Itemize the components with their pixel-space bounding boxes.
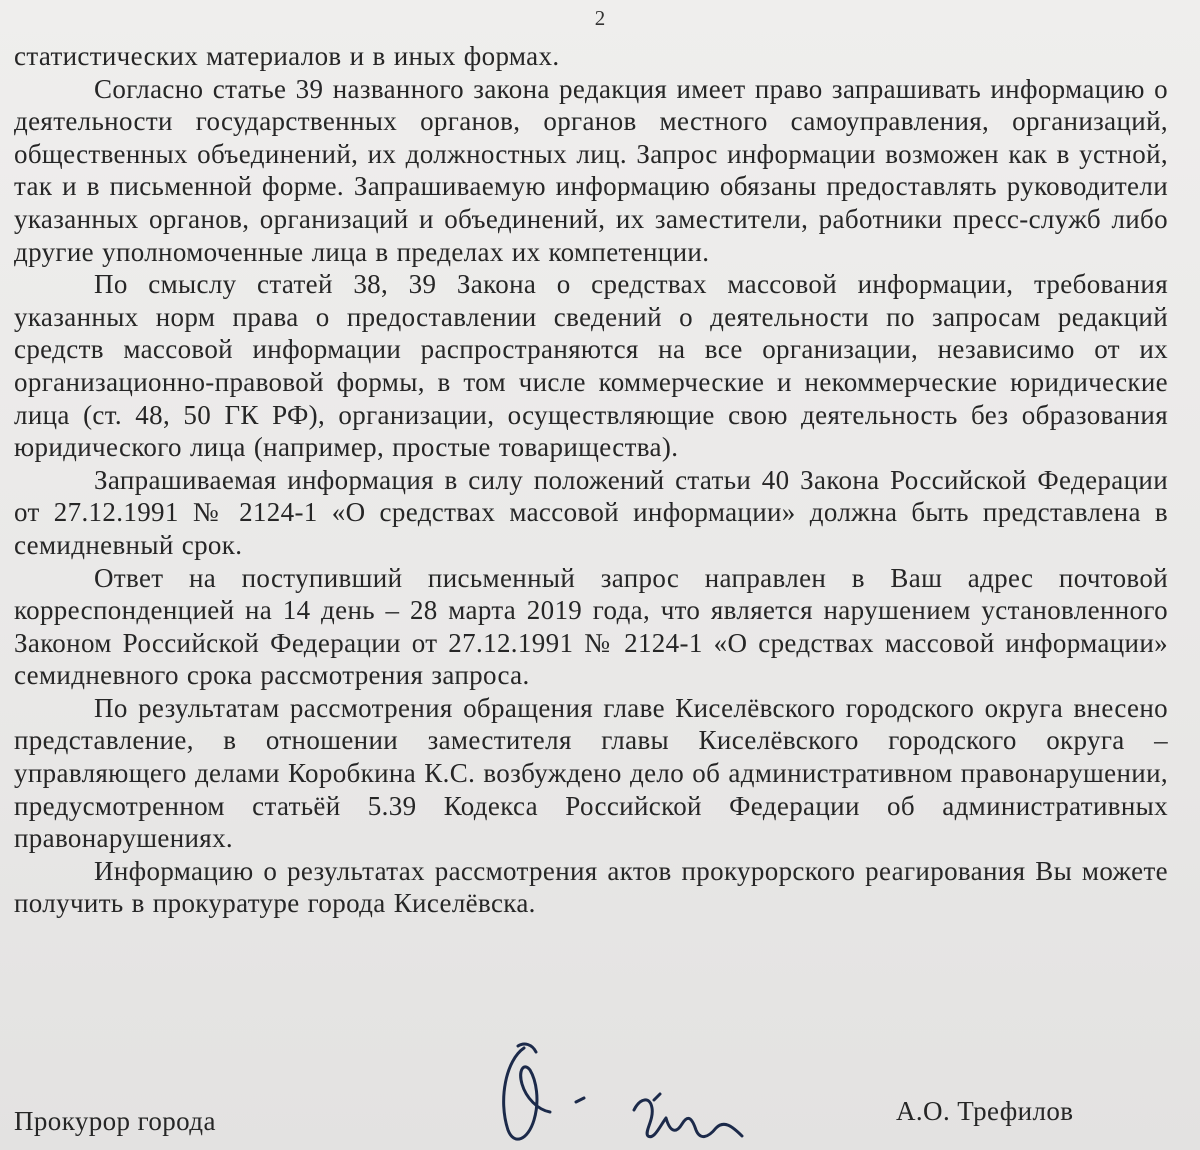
- paragraph-information: Информацию о результатах рассмотрения актов прокурорского реагирования Вы можете получить в прокуратуре города Киселёвска.: [14, 855, 1168, 919]
- signer-name: А.О. Трефилов: [896, 1096, 1074, 1126]
- page-number: 2: [594, 6, 606, 30]
- document-body: [14, 40, 1168, 920]
- handwritten-signature: [484, 1040, 784, 1150]
- paragraph-article-39: Согласно статье 39 названного закона редакция имеет право запрашивать информацию о деятельности государственных органов, органов местного самоуправления, организаций, общественных объединений, их должностных лиц. Запрос информации возможен как в устной, так и в письменной форме. Запрашиваемую информацию обязаны предоставлять руководители указанных органов, организаций и объединений, их заместители, работники пресс-служб либо другие уполномоченные лица в пределах их компетенции.: [14, 73, 1168, 267]
- paragraph-continuation: статистических материалов и в иных формах.: [14, 41, 560, 71]
- paragraph-article-40: Запрашиваемая информация в силу положений статьи 40 Закона Российской Федерации от 27.12.1991 № 2124-1 «О средствах массовой информации» должна быть представлена в семидневный срок.: [14, 464, 1168, 560]
- signature-block: [14, 1040, 1174, 1150]
- paragraph-results: По результатам рассмотрения обращения главе Киселёвского городского округа внесено представление, в отношении заместителя главы Киселёвского городского округа – управляющего делами Коробкина К.С. возбуждено дело об административном правонарушении, предусмотренном статьёй 5.39 Кодекса Российской Федерации об административных правонарушениях.: [14, 692, 1168, 854]
- signer-title: Прокурор города: [14, 1106, 216, 1136]
- paragraph-response-violation: Ответ на поступивший письменный запрос направлен в Ваш адрес почтовой корреспонденцией на 14 день – 28 марта 2019 года, что является нарушением установленного Законом Российской Федерации от 27.12.1991 № 2124-1 «О средствах массовой информации» семидневного срока рассмотрения запроса.: [14, 562, 1168, 691]
- paragraph-articles-38-39: По смыслу статей 38, 39 Закона о средствах массовой информации, требования указанных норм права о предоставлении сведений о деятельности по запросам редакций средств массовой информации распространяются на все организации, независимо от их организационно-правовой формы, в том числе коммерческие и некоммерческие юридические лица (ст. 48, 50 ГК РФ), организации, осуществляющие свою деятельность без образования юридического лица (например, простые товарищества).: [14, 269, 1168, 463]
